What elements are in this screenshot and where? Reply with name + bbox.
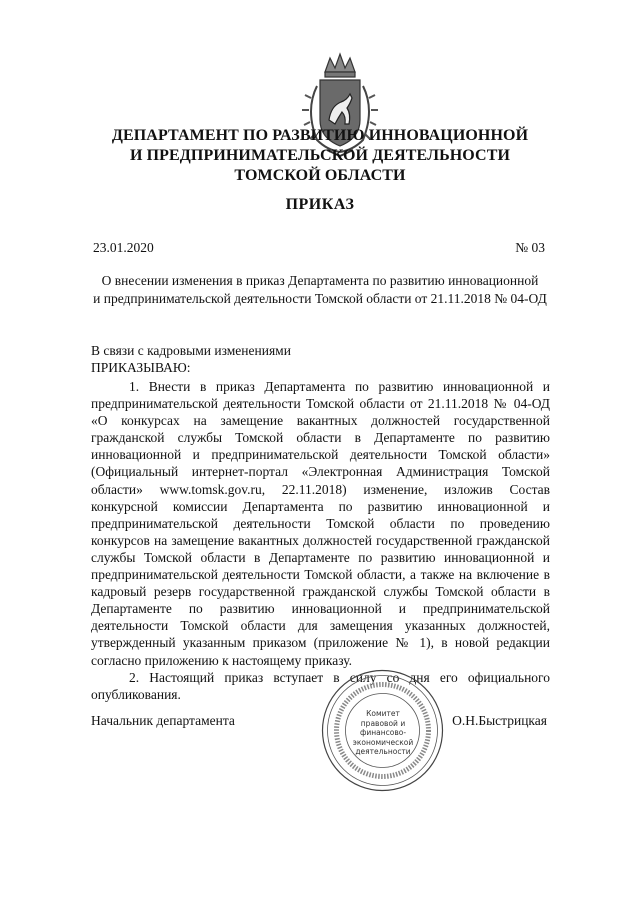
order-subject: [90, 272, 550, 308]
order-number: № 03: [515, 240, 545, 255]
department-name-line-3: ТОМСКОЙ ОБЛАСТИ: [234, 167, 406, 184]
stamp-line: Комитет: [366, 709, 400, 718]
stamp-text: [352, 709, 414, 757]
order-item-1: 1. Внести в приказ Департамента по развитию инновационной и предпринимательской деятельности Томской области от 21.11.2018 № 04-ОД «О конкурсах на замещение вакантных должностей государственной гражданской службы Томской области в Департаменте по развитию инновационной и предпринимательской деятельности Томской области» (Официальный интернет-портал «Электронная Администрация Томской области» www.tomsk.gov.ru, 22.11.2018) изменение, изложив Состав конкурсной комиссии Департамента по развитию инновационной и предпринимательской деятельности Томской области по проведению конкурсов на замещение вакантных должностей государственной гражданской службы Томской области в Департаменте по развитию инновационной и предпринимательской деятельности Томской области, а также на включение в кадровый резерв государственной гражданской службы Томской области в Департаменте по развитию инновационной и предпринимательской деятельности Томской области для замещения указанных должностей, утвержденный указанным приказом (приложение № 1), в новой редакции согласно приложению к настоящему приказу.: [91, 379, 550, 668]
stamp-line: деятельности: [355, 747, 411, 756]
stamp-line: правовой и: [360, 718, 406, 728]
department-name-line-1: ДЕПАРТАМЕНТ ПО РАЗВИТИЮ ИННОВАЦИОННОЙ: [111, 127, 529, 144]
signer-name: О.Н.Быстрицкая: [452, 713, 547, 728]
preamble-text: В связи с кадровыми изменениями: [91, 343, 291, 358]
order-body: [91, 378, 550, 703]
stamp-line: финансово-: [359, 728, 407, 737]
department-name-line-2: И ПРЕДПРИНИМАТЕЛЬСКОЙ ДЕЯТЕЛЬНОСТИ: [129, 147, 511, 164]
subject-line-1: О внесении изменения в приказ Департамента по развитию инновационной: [101, 273, 539, 288]
order-word: ПРИКАЗЫВАЮ:: [91, 360, 191, 375]
signer-title: Начальник департамента: [91, 713, 235, 728]
order-date: 23.01.2020: [93, 240, 154, 255]
document-type-title: ПРИКАЗ: [285, 196, 355, 213]
order-item-2: 2. Настоящий приказ вступает в силу со дня его официального опубликования.: [91, 669, 550, 702]
subject-line-2: и предпринимательской деятельности Томской области от 21.11.2018 № 04-ОД: [93, 291, 547, 306]
stamp-line: экономической: [352, 737, 414, 747]
